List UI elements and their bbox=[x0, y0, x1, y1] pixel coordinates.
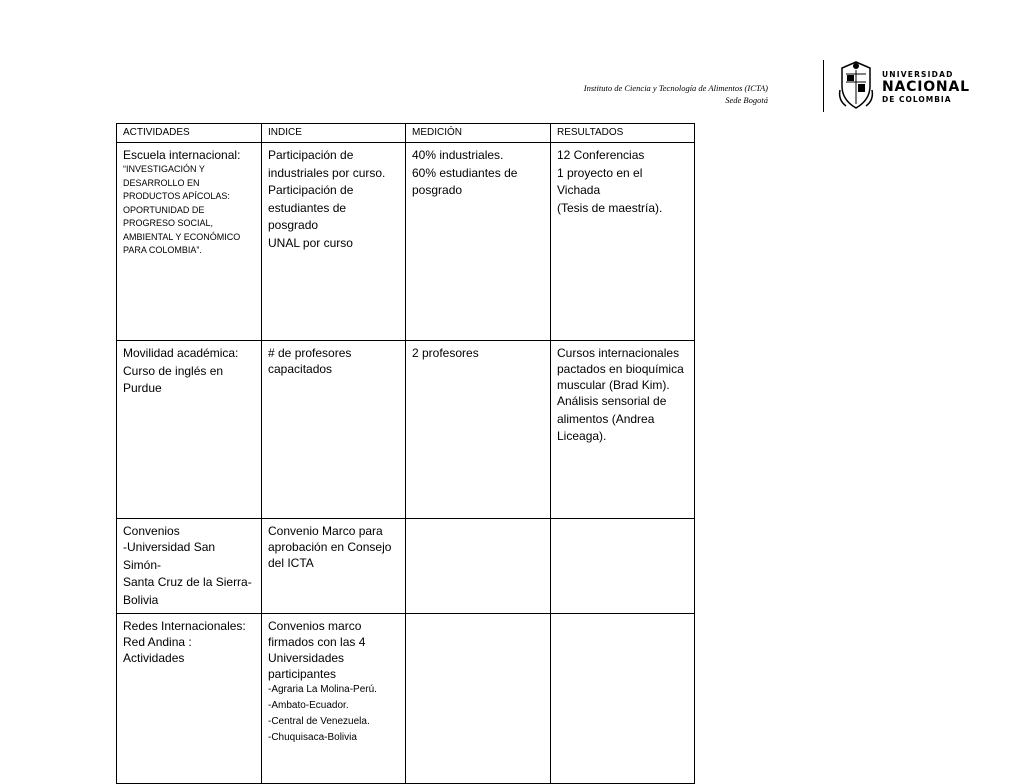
cell-indice: Convenio Marco para aprobación en Consejo del ICTA bbox=[262, 519, 406, 614]
cell-actividades: Movilidad académica: Curso de inglés en Purdue bbox=[117, 341, 262, 519]
cell-resultados: Cursos internacionales pactados en bioquímica muscular (Brad Kim). Análisis sensorial de alimentos (Andrea Liceaga). bbox=[551, 341, 695, 519]
institute-name: Instituto de Ciencia y Tecnología de Alimentos (ICTA) Sede Bogotá bbox=[583, 83, 768, 105]
cell-resultados: 12 Conferencias 1 proyecto en el Vichada (Tesis de maestría). bbox=[551, 143, 695, 341]
university-seal-icon bbox=[836, 60, 876, 110]
header-resultados: RESULTADOS bbox=[551, 124, 695, 143]
table-row bbox=[117, 519, 695, 614]
header-medicion: MEDICIÓN bbox=[406, 124, 551, 143]
page-header bbox=[583, 58, 980, 118]
cell-actividades: Convenios -Universidad San Simón- Santa Cruz de la Sierra- Bolivia bbox=[117, 519, 262, 614]
cell-indice: Convenios marco firmados con las 4 Universidades participantes -Agraria La Molina-Perú. -Ambato-Ecuador. -Central de Venezuela. -Chuquisaca-Bolivia bbox=[262, 614, 406, 784]
header-indice: INDICE bbox=[262, 124, 406, 143]
cell-indice: Participación de industriales por curso. Participación de estudiantes de posgrado UNAL por curso bbox=[262, 143, 406, 341]
cell-actividades: Redes Internacionales: Red Andina : Actividades bbox=[117, 614, 262, 784]
table-row bbox=[117, 614, 695, 784]
header-divider bbox=[823, 60, 824, 112]
cell-indice: # de profesores capacitados bbox=[262, 341, 406, 519]
cell-actividades: Escuela internacional: “INVESTIGACIÓN Y DESARROLLO EN PRODUCTOS APÍCOLAS: OPORTUNIDAD DE PROGRESO SOCIAL, AMBIENTAL Y ECONÓMICO PARA COLOMBIA”. bbox=[117, 143, 262, 341]
cell-medicion: 2 profesores bbox=[406, 341, 551, 519]
table-row bbox=[117, 341, 695, 519]
table-header-row bbox=[117, 124, 695, 143]
header-actividades: ACTIVIDADES bbox=[117, 124, 262, 143]
cell-resultados bbox=[551, 519, 695, 614]
cell-medicion bbox=[406, 614, 551, 784]
cell-resultados bbox=[551, 614, 695, 784]
university-name: UNIVERSIDAD NACIONAL DE COLOMBIA bbox=[882, 70, 970, 104]
cell-medicion bbox=[406, 519, 551, 614]
activities-table bbox=[116, 123, 695, 784]
table-row bbox=[117, 143, 695, 341]
cell-medicion: 40% industriales. 60% estudiantes de posgrado bbox=[406, 143, 551, 341]
